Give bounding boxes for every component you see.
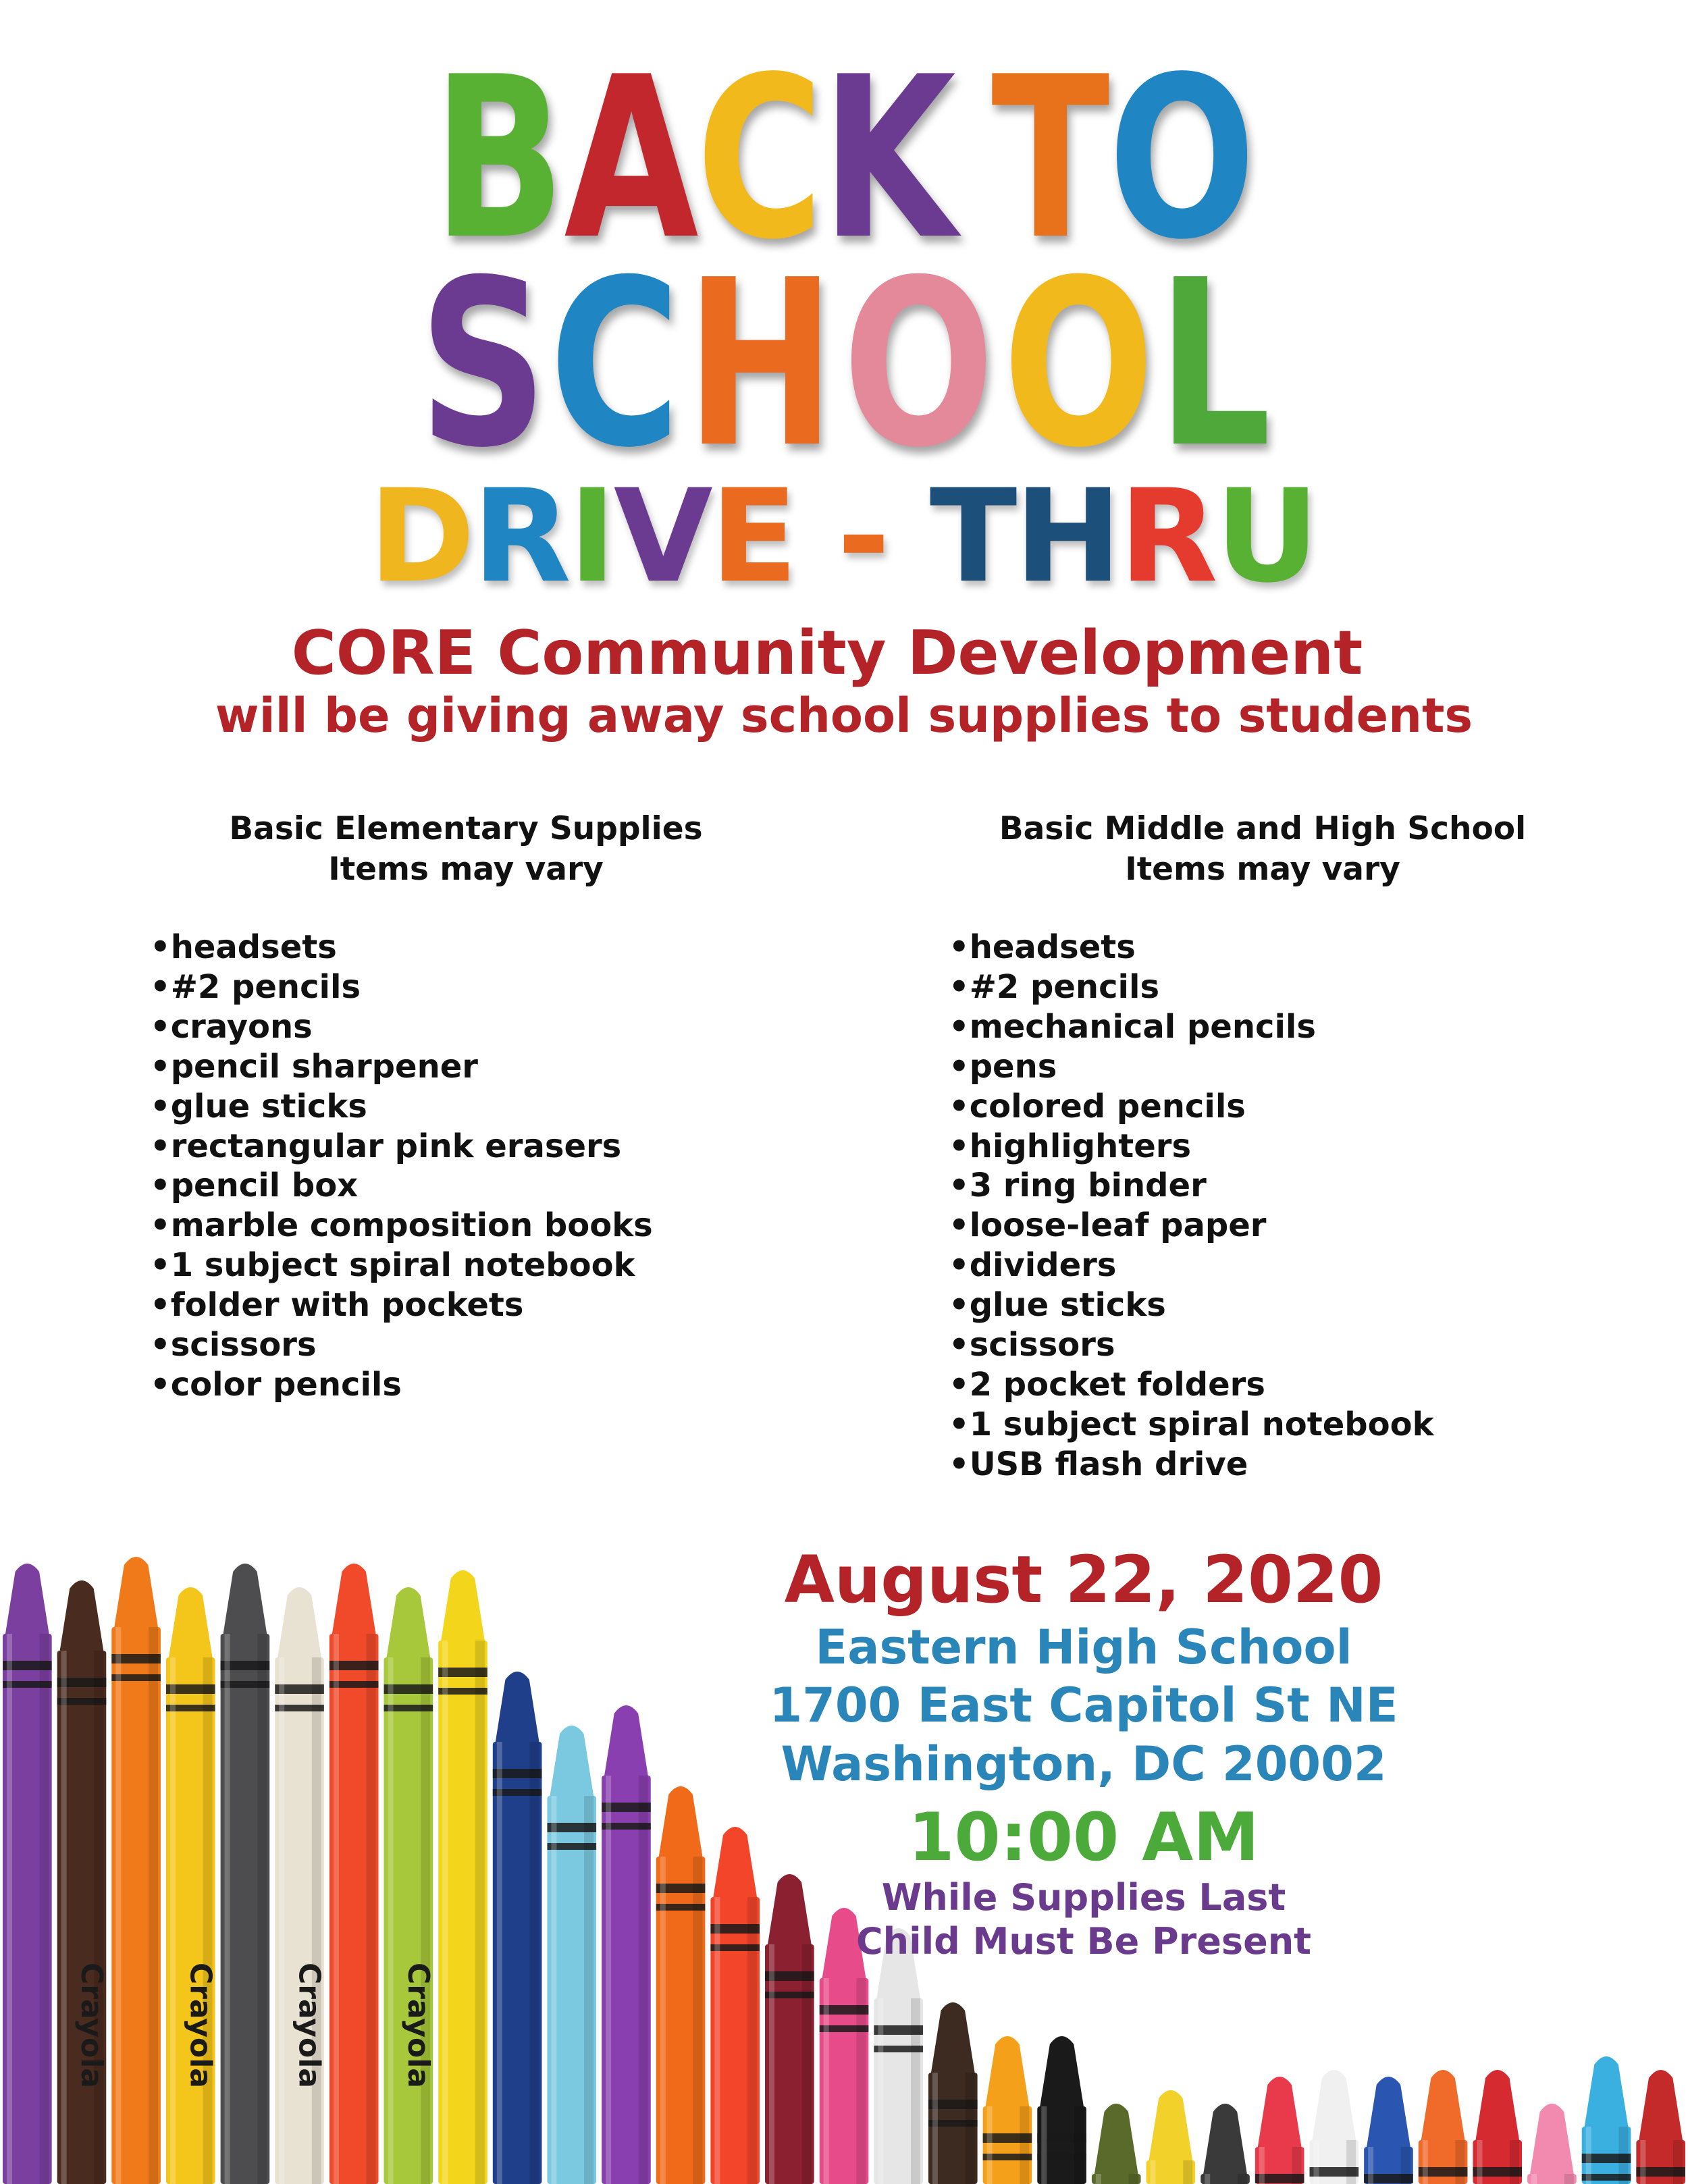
crayon-highlight	[1477, 2140, 1482, 2184]
headline-letter: O	[842, 231, 995, 498]
crayon-highlight	[388, 1657, 394, 2184]
crayon-brand-label: Crayola	[292, 1962, 327, 2089]
crayon	[275, 1587, 324, 2184]
headline-letter: R	[1119, 462, 1218, 611]
supply-item: • pencil sharpener	[150, 1047, 653, 1087]
crayon	[438, 1570, 487, 2184]
crayon-highlight	[1531, 2174, 1537, 2184]
crayon-shade	[966, 2073, 975, 2184]
crayon-shade	[1673, 2140, 1683, 2184]
supply-item: • 1 subject spiral notebook	[150, 1246, 653, 1285]
headline-letter: U	[1215, 462, 1319, 611]
supply-item: • color pencils	[150, 1365, 653, 1405]
crayon-highlight	[1368, 2147, 1373, 2184]
crayon	[1636, 2070, 1685, 2184]
supply-item: • 1 subject spiral notebook	[949, 1405, 1434, 1445]
crayon	[1092, 2104, 1141, 2184]
supply-item: • #2 pencils	[949, 967, 1434, 1007]
crayon	[547, 1726, 596, 2184]
headline-letter: B	[433, 29, 562, 288]
elementary-supply-list	[150, 928, 653, 1405]
elementary-heading	[162, 809, 770, 890]
crayon-tip	[931, 2002, 975, 2073]
crayon-shade	[149, 1627, 158, 2184]
supply-item: • glue sticks	[150, 1087, 653, 1127]
crayon-highlight	[606, 1776, 611, 2184]
crayon-shade	[203, 1657, 213, 2184]
supply-item: • colored pencils	[949, 1087, 1434, 1127]
crayon-shade	[312, 1657, 321, 2184]
crayon-shade	[802, 1944, 812, 2184]
crayon	[1037, 2036, 1086, 2184]
crayon	[493, 1672, 542, 2184]
supply-item: • dividers	[949, 1246, 1434, 1285]
supply-item: • #2 pencils	[150, 967, 653, 1007]
supply-item: • pens	[949, 1047, 1434, 1087]
supply-item: • headsets	[949, 928, 1434, 967]
crayon-shade	[1292, 2147, 1301, 2184]
crayon	[602, 1705, 651, 2184]
crayon-tip	[5, 1564, 49, 1634]
crayon-tip	[387, 1587, 431, 1657]
crayon-highlight	[1640, 2140, 1645, 2184]
crayon-shade	[257, 1634, 267, 2184]
crayon-shade	[1129, 2174, 1138, 2184]
crayon-shade	[421, 1657, 430, 2184]
crayon-tip	[604, 1705, 648, 1776]
crayon	[874, 1928, 923, 2184]
crayon-shade	[529, 1742, 539, 2184]
crayon-shade	[856, 1978, 866, 2184]
supply-item: • rectangular pink erasers	[150, 1127, 653, 1167]
crayon-highlight	[61, 1651, 67, 2184]
crayon-shade	[1238, 2174, 1247, 2184]
supply-item: • headsets	[150, 928, 653, 967]
crayon	[1309, 2070, 1359, 2184]
crayon	[1527, 2104, 1577, 2184]
headline-letter: C	[696, 29, 821, 288]
crayon-highlight	[1313, 2140, 1319, 2184]
headline-letter: S	[419, 231, 548, 498]
crayon	[329, 1564, 379, 2184]
crayon-highlight	[1041, 2106, 1047, 2184]
crayon-highlight	[497, 1742, 502, 2184]
crayon	[1419, 2070, 1468, 2184]
crayon-shade	[1074, 2106, 1084, 2184]
org-subtitle: will be giving away school supplies to students	[215, 688, 1473, 743]
crayon-tip	[1639, 2070, 1683, 2140]
supply-item: • scissors	[150, 1325, 653, 1365]
headline-school	[0, 231, 1688, 498]
crayon-shade	[1455, 2140, 1465, 2184]
supply-item: • pencil box	[150, 1166, 653, 1206]
crayon-tip	[332, 1564, 376, 1634]
crayon-shade	[1401, 2147, 1410, 2184]
crayon-shade	[1183, 2160, 1192, 2184]
crayon-shade	[1020, 2106, 1029, 2184]
crayon	[983, 2036, 1032, 2184]
crayon-tip	[1530, 2104, 1574, 2174]
middle-high-heading-title: Basic Middle and High School	[999, 810, 1527, 847]
headline-letter: R	[472, 462, 572, 611]
crayon-tip	[1367, 2077, 1410, 2147]
crayon-tip	[550, 1726, 594, 1796]
crayon-highlight	[660, 1857, 666, 2184]
headline-letter: A	[564, 29, 695, 288]
crayon-highlight	[824, 1978, 829, 2184]
event-date: August 22, 2020	[784, 1542, 1383, 1618]
crayon-brand-label: Crayola	[183, 1962, 218, 2089]
headline-letter: V	[613, 462, 713, 611]
crayon	[111, 1557, 161, 2184]
crayon-highlight	[334, 1634, 339, 2184]
crayon-highlight	[878, 1998, 883, 2184]
supply-item: • mechanical pencils	[949, 1007, 1434, 1047]
headline-letter: D	[369, 462, 475, 611]
crayon-highlight	[1096, 2174, 1101, 2184]
headline-letter: E	[710, 462, 798, 611]
crayon-tip	[1203, 2104, 1247, 2174]
crayon-tip	[169, 1587, 213, 1657]
event-city: Washington, DC 20002	[781, 1736, 1387, 1792]
crayon-shade	[475, 1641, 485, 2184]
crayon-shade	[1510, 2140, 1519, 2184]
crayon	[1146, 2090, 1196, 2184]
headline-drive-thru	[0, 462, 1688, 611]
crayon	[1364, 2077, 1413, 2184]
headline-letter: H	[1014, 462, 1122, 611]
supply-item: • marble composition books	[150, 1206, 653, 1246]
crayon-shade	[1564, 2174, 1574, 2184]
supply-item: • crayons	[150, 1007, 653, 1047]
crayon-highlight	[1259, 2147, 1265, 2184]
crayon-tip	[441, 1570, 485, 1641]
crayon-tip	[986, 2036, 1030, 2106]
crayon-highlight	[1151, 2160, 1156, 2184]
crayon-shade	[94, 1651, 103, 2184]
crayon-tip	[1312, 2070, 1356, 2140]
crayon-highlight	[7, 1634, 12, 2184]
child-present-note: Child Must Be Present	[856, 1920, 1311, 1963]
crayon-shade	[639, 1776, 648, 2184]
crayon-tip	[496, 1672, 539, 1742]
elementary-heading-note: Items may vary	[328, 851, 604, 888]
crayon	[3, 1564, 52, 2184]
headline-letter: O	[1108, 29, 1253, 288]
crayon-highlight	[551, 1796, 556, 2184]
crayon-tip	[278, 1587, 321, 1657]
supply-item: • 2 pocket folders	[949, 1365, 1434, 1405]
middle-high-heading-note: Items may vary	[1125, 851, 1400, 888]
supply-item: • glue sticks	[949, 1285, 1434, 1325]
crayon-highlight	[769, 1944, 774, 2184]
supply-item: • USB flash drive	[949, 1445, 1434, 1485]
headline-letter: T	[929, 462, 1018, 611]
org-name: CORE Community Development	[291, 618, 1363, 689]
crayon-tip	[114, 1557, 158, 1627]
middle-high-supply-list	[949, 928, 1434, 1485]
supplies-note: While Supplies Last	[881, 1876, 1286, 1919]
headline-letter: I	[569, 462, 616, 611]
crayon-shade	[911, 1998, 920, 2184]
crayon	[1201, 2104, 1250, 2184]
crayon-brand-label: Crayola	[74, 1962, 109, 2089]
headline-letter: -	[837, 462, 891, 611]
crayon	[384, 1587, 433, 2184]
headline-letter	[888, 473, 932, 601]
crayon-highlight	[987, 2106, 993, 2184]
crayon	[1582, 2056, 1631, 2184]
event-street: 1700 East Capitol St NE	[769, 1678, 1398, 1733]
crayon-tip	[1585, 2056, 1629, 2127]
crayon	[1473, 2070, 1522, 2184]
supply-item: • 3 ring binder	[949, 1166, 1434, 1206]
crayon-highlight	[170, 1657, 176, 2184]
supply-item: • highlighters	[949, 1127, 1434, 1167]
supply-item: • folder with pockets	[150, 1285, 653, 1325]
crayon	[221, 1564, 270, 2184]
crayon-tip	[223, 1564, 267, 1634]
headline-letter: H	[685, 231, 835, 498]
crayon-tip	[1475, 2070, 1519, 2140]
event-time: 10:00 AM	[908, 1799, 1259, 1876]
crayon-highlight	[1205, 2174, 1210, 2184]
crayon	[166, 1587, 218, 2184]
crayon	[57, 1580, 107, 2184]
crayon-brand-label: Crayola	[400, 1962, 436, 2089]
headline-letter: L	[1157, 231, 1272, 498]
headline-letter: K	[821, 29, 953, 288]
crayon	[928, 2002, 978, 2184]
crayon-shade	[584, 1796, 594, 2184]
event-venue: Eastern High School	[815, 1620, 1352, 1675]
crayon-tip	[1040, 2036, 1084, 2106]
supply-item: • loose-leaf paper	[949, 1206, 1434, 1246]
supply-item: • scissors	[949, 1325, 1434, 1365]
crayon-shade	[40, 1634, 49, 2184]
headline-letter: C	[549, 231, 681, 498]
crayon-highlight	[1423, 2140, 1428, 2184]
crayon-highlight	[225, 1634, 230, 2184]
crayon-tip	[1149, 2090, 1193, 2160]
headline-letter	[795, 473, 840, 601]
crayon-tip	[1258, 2077, 1302, 2147]
crayon-highlight	[115, 1627, 121, 2184]
crayon-tip	[1094, 2104, 1138, 2174]
crayon-tip	[60, 1580, 104, 1651]
elementary-heading-title: Basic Elementary Supplies	[229, 810, 703, 847]
crayon-tip	[1421, 2070, 1465, 2140]
middle-high-heading	[959, 809, 1566, 890]
crayon-shade	[1618, 2127, 1628, 2184]
crayon-highlight	[279, 1657, 284, 2184]
crayon	[1255, 2077, 1304, 2184]
crayon-highlight	[1586, 2127, 1591, 2184]
crayon-highlight	[442, 1641, 448, 2184]
headline-letter: O	[1002, 231, 1155, 498]
crayon-shade	[1346, 2140, 1356, 2184]
crayon-shade	[367, 1634, 376, 2184]
crayon-highlight	[932, 2073, 938, 2184]
headline-letter: T	[991, 29, 1107, 288]
